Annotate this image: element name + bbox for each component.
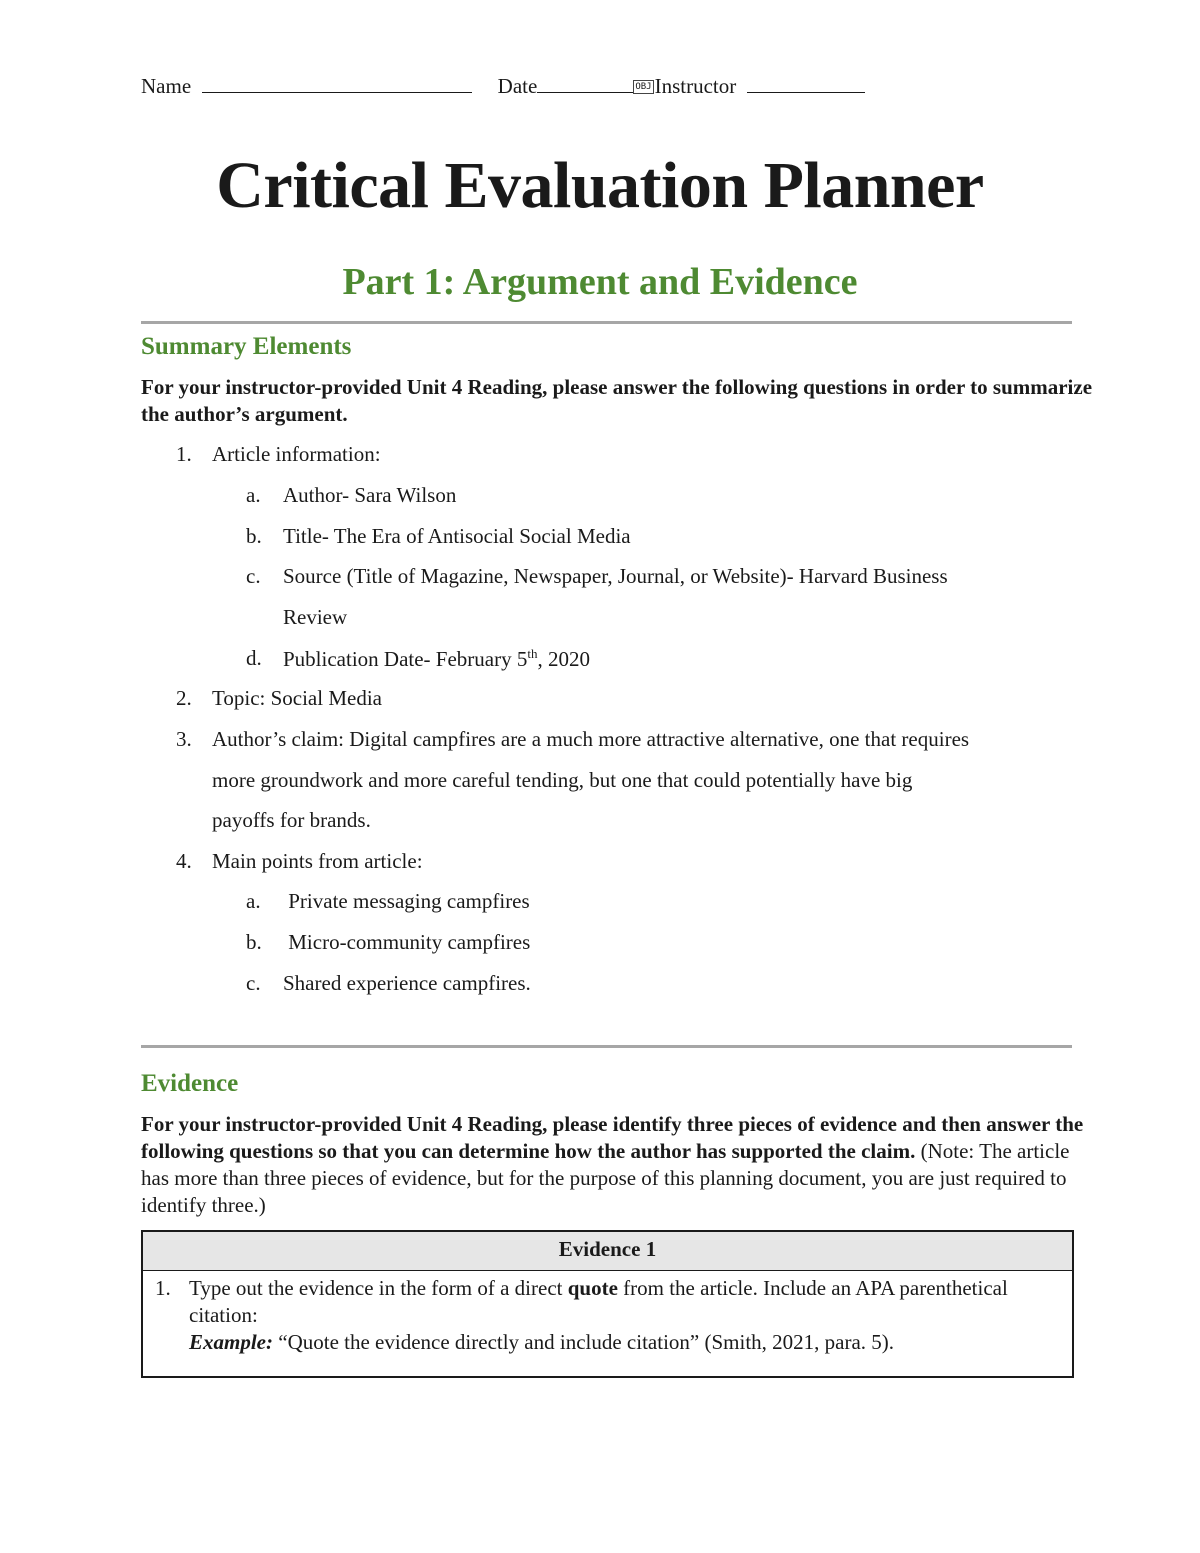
ordinal-suffix: th — [527, 646, 538, 661]
list-item-continuation: Review — [283, 605, 348, 629]
list-item-letter: b. — [246, 524, 262, 548]
evidence-instruction-bold: For your instructor-provided Unit 4 Reading, please identify three pieces of evidence and then answer the following questions so that you can determine how the author has supported the claim. — [141, 1112, 1084, 1163]
evidence-instruction-note: (Note: The article has more than three pieces of evidence, but for the purpose of this planning document, you are just required to identify three.) — [141, 1139, 1070, 1217]
summary-instruction: For your instructor-provided Unit 4 Reading, please answer the following questions in order to summarize the author’s argument. — [141, 375, 1093, 426]
header-fields — [141, 72, 865, 99]
list-item: Source (Title of Magazine, Newspaper, Journal, or Website)- Harvard Business — [283, 564, 948, 588]
table-item-text-post: from the article. Include an APA parenthetical citation: — [189, 1276, 1008, 1327]
obj-glyph-icon: OBJ — [635, 82, 652, 92]
list-item-letter: d. — [246, 646, 262, 670]
evidence-table — [141, 1230, 1074, 1378]
list-item: Topic: Social Media — [212, 686, 382, 710]
publication-date-text: Publication Date- February 5 — [283, 647, 528, 671]
name-blank[interactable] — [202, 72, 472, 93]
list-item-letter: a. — [246, 483, 261, 507]
list-item — [283, 646, 590, 672]
list-item: Article information: — [212, 442, 381, 466]
evidence-table-header: Evidence 1 — [143, 1232, 1072, 1271]
list-item-number: 2. — [176, 686, 192, 710]
list-item-continuation: more groundwork and more careful tending, but one that could potentially have big — [212, 768, 913, 792]
list-item: Title- The Era of Antisocial Social Media — [283, 524, 631, 548]
divider — [141, 1045, 1072, 1048]
list-item: Author’s claim: Digital campfires are a much more attractive alternative, one that requires — [212, 727, 970, 751]
list-item-continuation: payoffs for brands. — [212, 808, 371, 832]
instructor-blank[interactable] — [747, 72, 865, 93]
example-label: Example: — [189, 1330, 273, 1354]
table-item-text — [189, 1275, 1049, 1356]
list-item: Private messaging campfires — [283, 889, 530, 913]
list-item: Micro-community campfires — [283, 930, 531, 954]
part-title: Part 1: Argument and Evidence — [342, 261, 858, 303]
list-item: Shared experience campfires. — [283, 971, 531, 995]
list-item-number: 1. — [176, 442, 192, 466]
evidence-instruction — [141, 1111, 1096, 1219]
list-item-letter: c. — [246, 564, 261, 588]
page-title: Critical Evaluation Planner — [216, 149, 984, 222]
list-item-number: 3. — [176, 727, 192, 751]
table-item-number: 1. — [155, 1276, 171, 1300]
table-item-text-bold: quote — [567, 1276, 618, 1300]
list-item-letter: b. — [246, 930, 262, 954]
date-label: Date — [497, 74, 538, 98]
evidence-heading: Evidence — [141, 1070, 239, 1097]
list-item-number: 4. — [176, 849, 192, 873]
instructor-label: Instructor — [654, 74, 737, 98]
list-item-letter: c. — [246, 971, 261, 995]
list-item: Main points from article: — [212, 849, 423, 873]
example-text: “Quote the evidence directly and include citation” (Smith, 2021, para. 5). — [273, 1330, 895, 1354]
list-item-letter: a. — [246, 889, 261, 913]
date-blank[interactable] — [537, 72, 633, 93]
divider — [141, 321, 1072, 324]
summary-heading: Summary Elements — [141, 333, 352, 360]
name-label: Name — [141, 74, 192, 98]
publication-year-text: , 2020 — [537, 647, 590, 671]
table-item-text-pre: Type out the evidence in the form of a direct — [189, 1276, 568, 1300]
list-item: Author- Sara Wilson — [283, 483, 457, 507]
